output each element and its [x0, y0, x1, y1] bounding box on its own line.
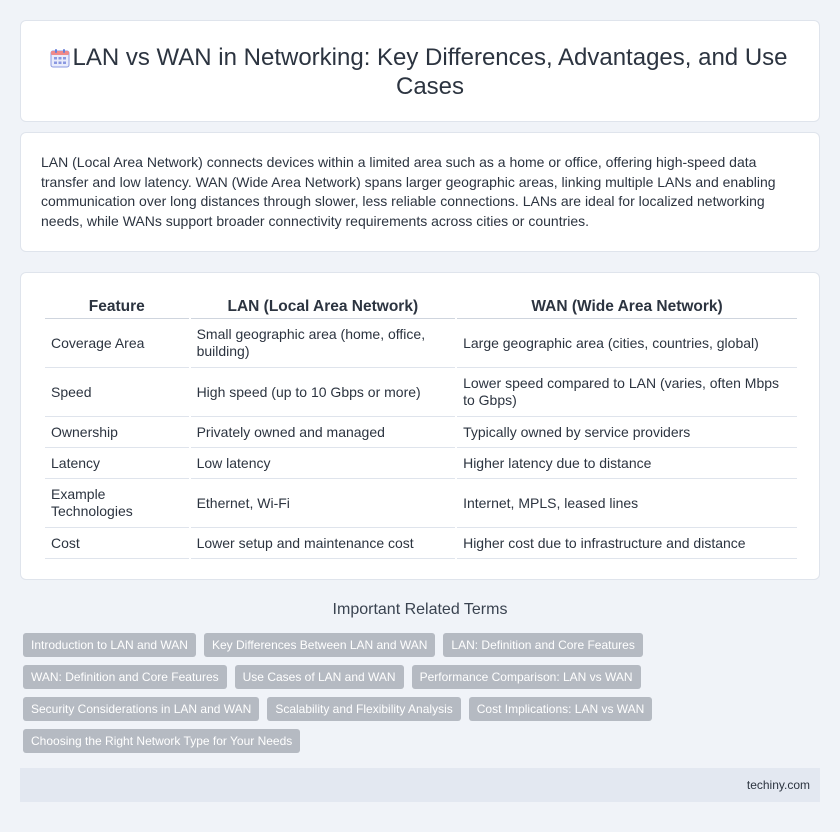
table-row	[45, 448, 797, 479]
intro-paragraph: LAN (Local Area Network) connects devices within a limited area such as a home or office, offering high-speed data transfer and low latency. WAN (Wide Area Network) spans larger geographic areas, linking multiple LANs and enabling communication over long distances through slower, less reliable connections. LANs are ideal for localized networking needs, while WANs support broader connectivity requirements across cities or countries.	[41, 154, 776, 229]
title-card	[20, 20, 820, 122]
comparison-table	[43, 295, 799, 559]
cell-lan: High speed (up to 10 Gbps or more)	[191, 368, 456, 417]
cell-wan: Internet, MPLS, leased lines	[457, 479, 797, 528]
cell-wan: Lower speed compared to LAN (varies, often Mbps to Gbps)	[457, 368, 797, 417]
cell-feature: Latency	[45, 448, 189, 479]
related-term-tag[interactable]: Scalability and Flexibility Analysis	[267, 697, 460, 721]
related-term-tag[interactable]: Introduction to LAN and WAN	[23, 633, 196, 657]
cell-lan: Privately owned and managed	[191, 417, 456, 448]
related-term-tag[interactable]: Security Considerations in LAN and WAN	[23, 697, 259, 721]
tag-row	[23, 729, 823, 753]
table-header-row	[45, 295, 797, 319]
footer	[20, 768, 820, 802]
table-row	[45, 528, 797, 559]
cell-wan: Typically owned by service providers	[457, 417, 797, 448]
page-title: LAN vs WAN in Networking: Key Differences, Advantages, and Use Cases	[72, 44, 788, 100]
tag-row	[23, 633, 823, 657]
related-terms-title: Important Related Terms	[332, 601, 508, 618]
intro-card	[20, 132, 820, 252]
cell-feature: Speed	[45, 368, 189, 417]
related-term-tag[interactable]: WAN: Definition and Core Features	[23, 665, 227, 689]
related-term-tag[interactable]: LAN: Definition and Core Features	[443, 633, 642, 657]
table-row	[45, 368, 797, 417]
related-terms-tags	[23, 633, 823, 761]
related-term-tag[interactable]: Choosing the Right Network Type for Your Needs	[23, 729, 300, 753]
related-term-tag[interactable]: Use Cases of LAN and WAN	[235, 665, 404, 689]
tag-row	[23, 697, 823, 721]
cell-feature: Ownership	[45, 417, 189, 448]
footer-brand[interactable]: techiny.com	[746, 778, 810, 792]
related-term-tag[interactable]: Key Differences Between LAN and WAN	[204, 633, 435, 657]
cell-wan: Large geographic area (cities, countries, global)	[457, 319, 797, 368]
cell-lan: Ethernet, Wi-Fi	[191, 479, 456, 528]
cell-wan: Higher latency due to distance	[457, 448, 797, 479]
header-wan: WAN (Wide Area Network)	[457, 295, 797, 319]
cell-lan: Lower setup and maintenance cost	[191, 528, 456, 559]
cell-feature: Cost	[45, 528, 189, 559]
table-row	[45, 319, 797, 368]
header-feature: Feature	[45, 295, 189, 319]
table-row	[45, 417, 797, 448]
cell-wan: Higher cost due to infrastructure and distance	[457, 528, 797, 559]
header-lan: LAN (Local Area Network)	[191, 295, 456, 319]
comparison-table-card	[20, 272, 820, 580]
related-term-tag[interactable]: Cost Implications: LAN vs WAN	[469, 697, 653, 721]
cell-lan: Small geographic area (home, office, building)	[191, 319, 456, 368]
tag-row	[23, 665, 823, 689]
cell-feature: Example Technologies	[45, 479, 189, 528]
table-row	[45, 479, 797, 528]
cell-feature: Coverage Area	[45, 319, 189, 368]
cell-lan: Low latency	[191, 448, 456, 479]
related-term-tag[interactable]: Performance Comparison: LAN vs WAN	[412, 665, 641, 689]
